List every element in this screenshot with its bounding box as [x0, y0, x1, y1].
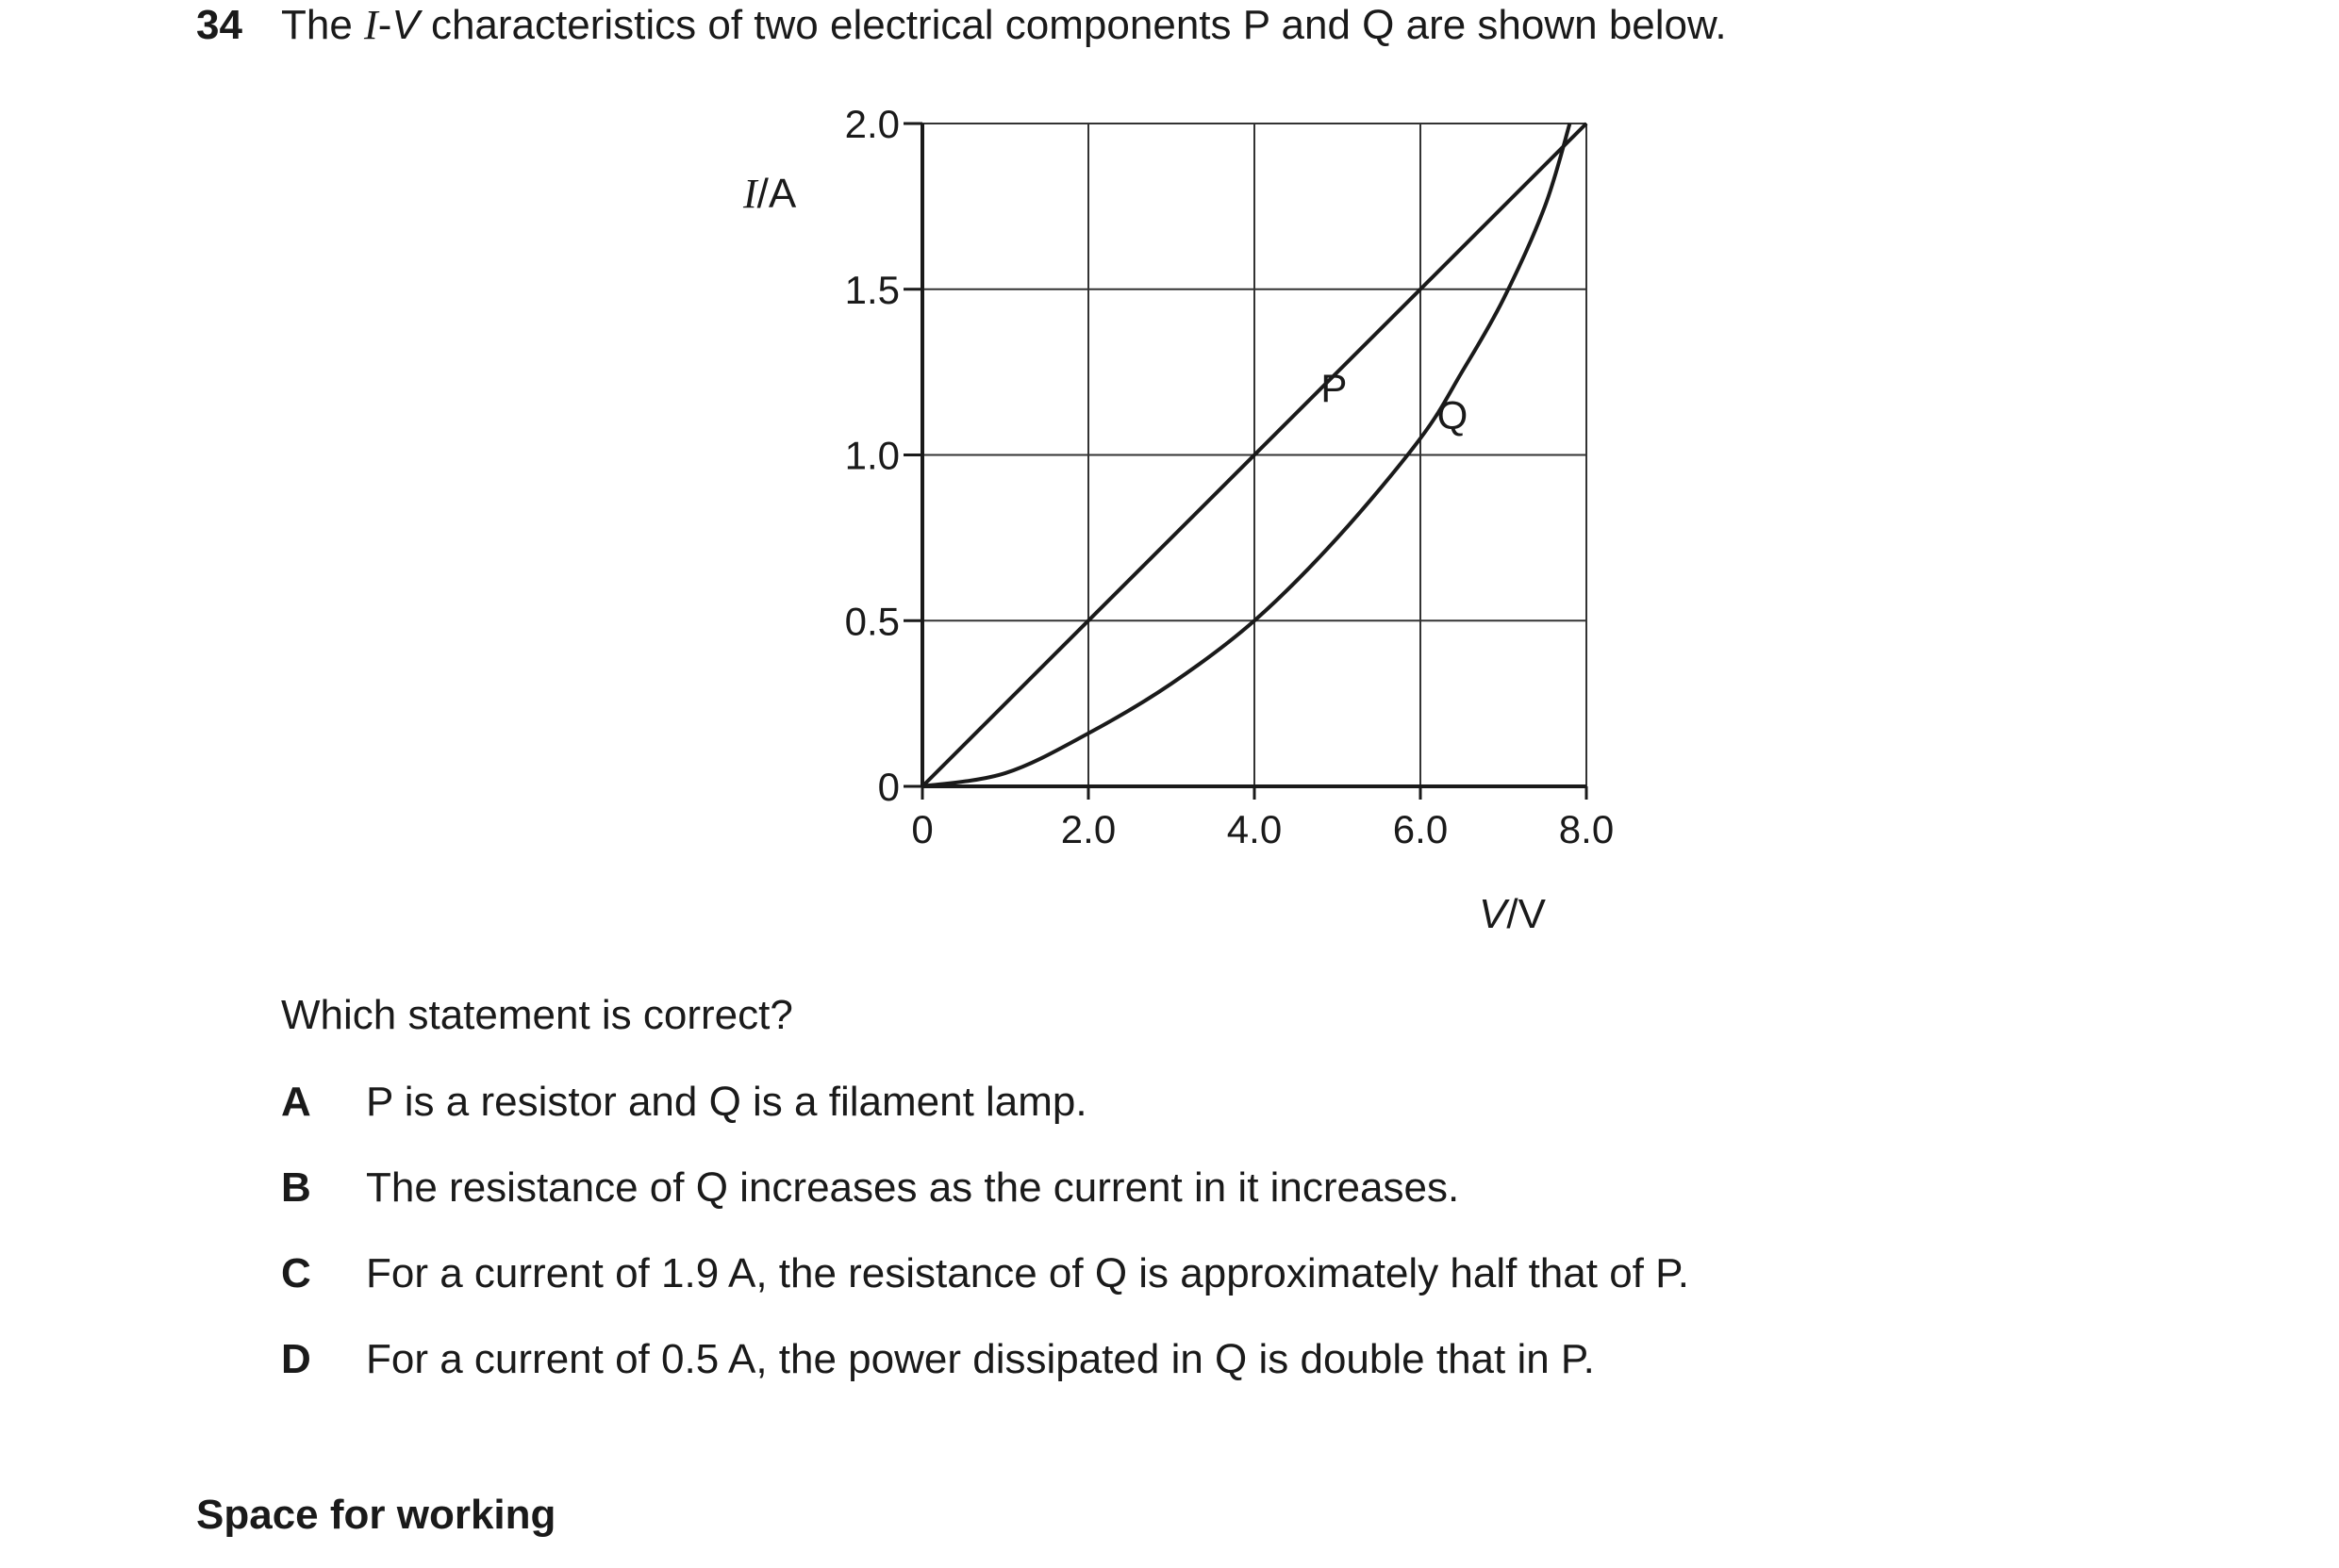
y-tick-label: 2.0: [844, 102, 900, 146]
series-label-q: Q: [1436, 392, 1468, 437]
option-text: P is a resistor and Q is a filament lamp.: [366, 1079, 1087, 1125]
series-label-p: P: [1320, 366, 1348, 411]
option-d[interactable]: [281, 1334, 1595, 1385]
option-text: For a current of 1.9 A, the resistance of Q is approximately half that of P.: [366, 1250, 1690, 1296]
option-letter: C: [281, 1250, 311, 1296]
x-tick-label: 2.0: [1060, 807, 1117, 851]
option-a[interactable]: [281, 1077, 1087, 1128]
x-axis-label: [1479, 891, 1547, 937]
option-b[interactable]: [281, 1163, 1459, 1213]
option-text: The resistance of Q increases as the current in it increases.: [366, 1164, 1460, 1211]
option-letter: D: [281, 1336, 311, 1382]
y-tick-label: 0: [877, 765, 900, 809]
y-tick-label: 0.5: [844, 599, 900, 644]
x-tick-label: 4.0: [1226, 807, 1283, 851]
working-space-label: Space for working: [196, 1492, 556, 1538]
x-axis-variable: V: [1479, 891, 1507, 937]
x-tick-label: 6.0: [1392, 807, 1449, 851]
option-letter: A: [281, 1079, 311, 1125]
y-axis-unit: /A: [756, 171, 797, 217]
question-text: The I-V characteristics of two electrical components P and Q are shown below.: [281, 2, 1727, 48]
question-prompt: Which statement is correct?: [281, 992, 793, 1038]
x-axis-unit: /V: [1506, 891, 1546, 937]
option-letter: B: [281, 1164, 311, 1211]
x-tick-label: 8.0: [1558, 807, 1615, 851]
y-axis-variable: I: [743, 171, 757, 217]
chart-ticks: [845, 102, 1615, 851]
option-c[interactable]: [281, 1248, 1689, 1299]
y-tick-label: 1.0: [844, 433, 900, 478]
x-tick-label: 0: [911, 807, 934, 851]
y-tick-label: 1.5: [844, 267, 900, 312]
question-number: 34: [196, 2, 242, 48]
y-axis-label: [742, 171, 797, 217]
option-text: For a current of 0.5 A, the power dissipated in Q is double that in P.: [366, 1336, 1595, 1382]
